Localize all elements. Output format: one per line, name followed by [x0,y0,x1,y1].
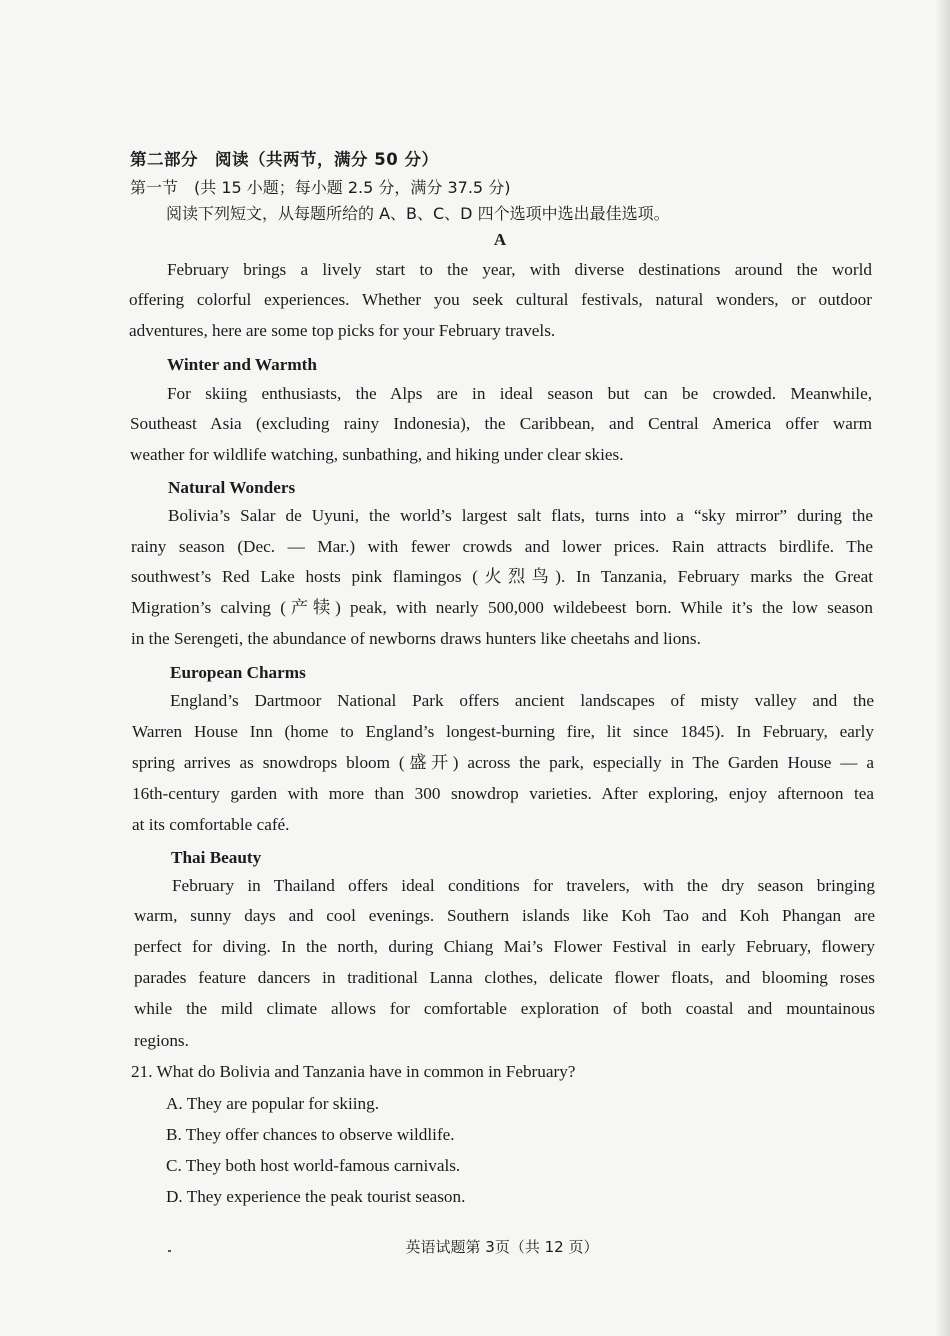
paragraph-line: Migration’s calving (产犊) peak, with nearly 500,000 wildebeest born. While it’s the low season [131,598,873,617]
paragraph-line: For skiing enthusiasts, the Alps are in ideal season but can be crowded. Meanwhile, [167,384,872,403]
section-heading: European Charms [170,663,306,682]
paragraph-line: while the mild climate allows for comfortable exploration of both coastal and mountainous [134,999,875,1018]
paragraph-line: weather for wildlife watching, sunbathing, and hiking under clear skies. [130,445,624,464]
section-heading: Thai Beauty [171,848,262,867]
paragraph-line: regions. [134,1031,189,1050]
paragraph-line: rainy season (Dec. — Mar.) with fewer crowds and lower prices. Rain attracts birdlife. The [131,537,873,556]
subsection-title: 第一节 (共 15 小题；每小题 2.5 分，满分 37.5 分) [130,178,511,197]
answer-option-c[interactable]: C. They both host world-famous carnivals. [166,1156,461,1175]
paragraph-line: Southeast Asia (excluding rainy Indonesia), the Caribbean, and Central America offer warm [130,414,872,433]
section-title: 第二部分 阅读（共两节，满分 50 分） [130,150,439,169]
answer-option-a[interactable]: A. They are popular for skiing. [166,1094,380,1113]
intro-line: adventures, here are some top picks for your February travels. [129,321,556,340]
paragraph-line: February in Thailand offers ideal conditions for travelers, with the dry season bringing [172,876,875,895]
instructions: 阅读下列短文，从每题所给的 A、B、C、D 四个选项中选出最佳选项。 [166,204,670,223]
intro-line: February brings a lively start to the year, with diverse destinations around the world [167,260,872,279]
paragraph-line: in the Serengeti, the abundance of newborns draws hunters like cheetahs and lions. [131,629,701,648]
paragraph-line: Bolivia’s Salar de Uyuni, the world’s largest salt flats, turns into a “sky mirror” during the [168,506,873,525]
paragraph-line: at its comfortable café. [132,815,290,834]
passage-label: A [493,230,507,249]
paragraph-line: perfect for diving. In the north, during Chiang Mai’s Flower Festival in early February, flowery [134,937,875,956]
page-footer: 英语试题第 3页（共 12 页） [405,1238,599,1256]
paragraph-line: parades feature dancers in traditional Lanna clothes, delicate flower floats, and blooming roses [134,968,875,987]
paragraph-line: warm, sunny days and cool evenings. Southern islands like Koh Tao and Koh Phangan are [134,906,875,925]
intro-line: offering colorful experiences. Whether you seek cultural festivals, natural wonders, or outdoor [129,290,872,309]
paragraph-line: Warren House Inn (home to England’s longest-burning fire, lit since 1845). In February, early [132,722,874,741]
section-heading: Natural Wonders [168,478,296,497]
paragraph-line: 16th-century garden with more than 300 snowdrop varieties. After exploring, enjoy afternoon tea [132,784,874,803]
paragraph-line: England’s Dartmoor National Park offers ancient landscapes of misty valley and the [170,691,874,710]
section-heading: Winter and Warmth [167,355,317,374]
scan-edge-shadow [936,0,950,1336]
paragraph-line: spring arrives as snowdrops bloom (盛开) across the park, especially in The Garden House — a [132,753,874,772]
paragraph-line: southwest’s Red Lake hosts pink flamingos (火烈鸟). In Tanzania, February marks the Great [131,567,873,586]
question-stem: 21. What do Bolivia and Tanzania have in common in February? [131,1062,576,1081]
answer-option-b[interactable]: B. They offer chances to observe wildlife. [166,1125,455,1144]
answer-option-d[interactable]: D. They experience the peak tourist season. [166,1187,466,1206]
